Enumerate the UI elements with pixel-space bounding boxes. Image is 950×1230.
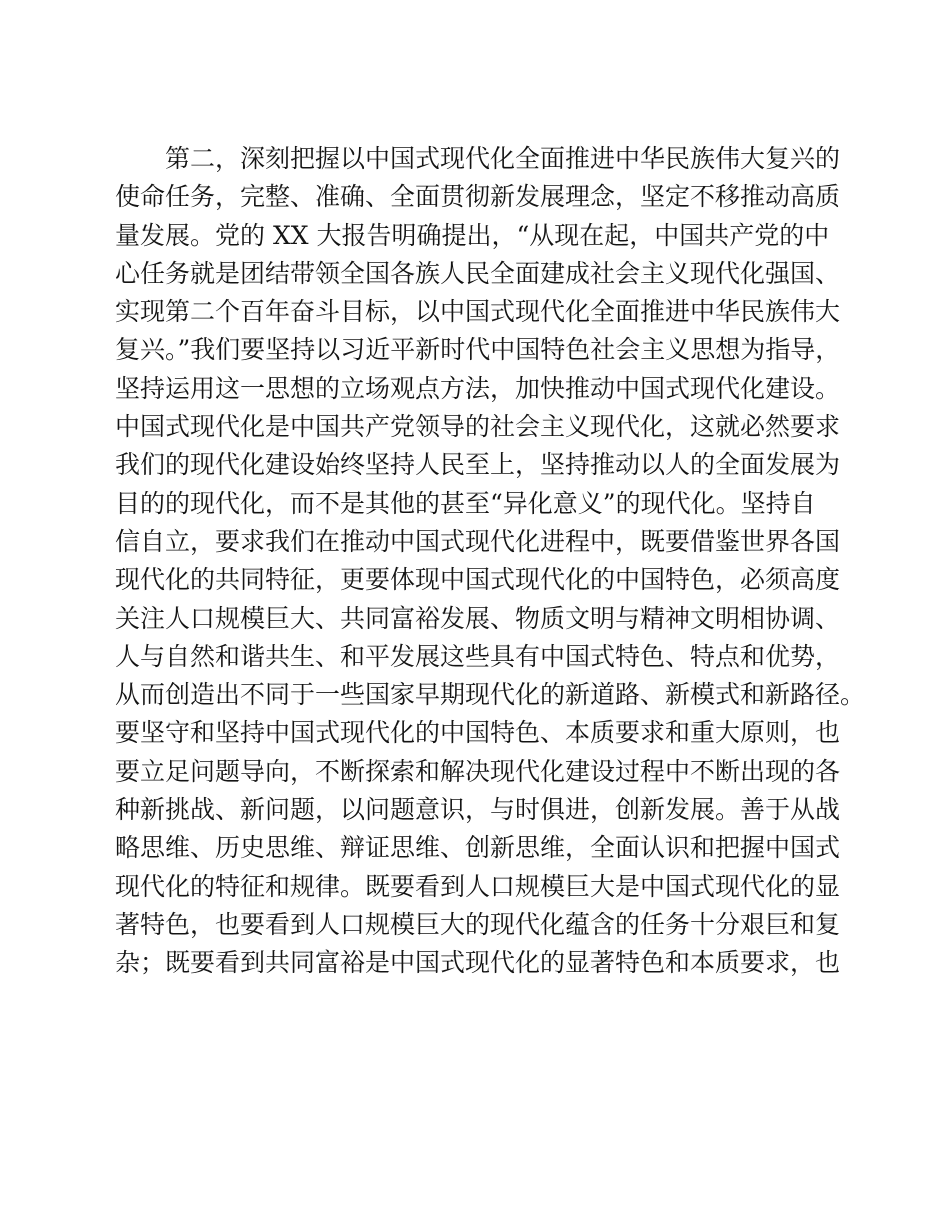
paragraph-line: 使命任务，完整、准确、全面贯彻新发展理念，坚定不移推动高质 [115,182,841,212]
paragraph-line: 中国式现代化是中国共产党领导的社会主义现代化，这就必然要求 [115,412,841,442]
paragraph-line: 我们的现代化建设始终坚持人民至上，坚持推动以人的全面发展为 [115,450,841,480]
paragraph-line: 著特色，也要看到人口规模巨大的现代化蕴含的任务十分艰巨和复 [115,909,841,939]
paragraph-line: 关注人口规模巨大、共同富裕发展、物质文明与精神文明相协调、 [115,603,841,633]
paragraph-line: 目的的现代化，而不是其他的甚至“异化意义”的现代化。坚持自 [115,488,816,518]
paragraph-line: 人与自然和谐共生、和平发展这些具有中国式特色、特点和优势， [115,641,841,671]
paragraph-line: 杂；既要看到共同富裕是中国式现代化的显著特色和本质要求，也 [115,948,841,978]
paragraph-line: 第二，深刻把握以中国式现代化全面推进中华民族伟大复兴的 [165,144,841,173]
body-paragraph [115,140,866,983]
paragraph-line: 现代化的特征和规律。既要看到人口规模巨大是中国式现代化的显 [115,871,841,901]
paragraph-line: 种新挑战、新问题，以问题意识，与时俱进，创新发展。善于从战 [115,795,841,825]
paragraph-line: 复兴。”我们要坚持以习近平新时代中国特色社会主义思想为指导， [115,335,841,365]
paragraph-line: 略思维、历史思维、辩证思维、创新思维，全面认识和把握中国式 [115,833,841,863]
paragraph-line: 从而创造出不同于一些国家早期现代化的新道路、新模式和新路径。 [115,680,866,710]
paragraph-line: 心任务就是团结带领全国各族人民全面建成社会主义现代化强国、 [115,258,841,288]
paragraph-line: 要坚守和坚持中国式现代化的中国特色、本质要求和重大原则，也 [115,718,841,748]
paragraph-line: 现代化的共同特征，更要体现中国式现代化的中国特色，必须高度 [115,565,841,595]
paragraph-line: 实现第二个百年奋斗目标，以中国式现代化全面推进中华民族伟大 [115,297,841,327]
paragraph-line: 信自立，要求我们在推动中国式现代化进程中，既要借鉴世界各国 [115,526,841,556]
paragraph-line: 要立足问题导向，不断探索和解决现代化建设过程中不断出现的各 [115,756,841,786]
paragraph-line: 坚持运用这一思想的立场观点方法，加快推动中国式现代化建设。 [115,373,841,403]
paragraph-line: 量发展。党的 XX 大报告明确提出，“从现在起，中国共产党的中 [115,220,830,250]
